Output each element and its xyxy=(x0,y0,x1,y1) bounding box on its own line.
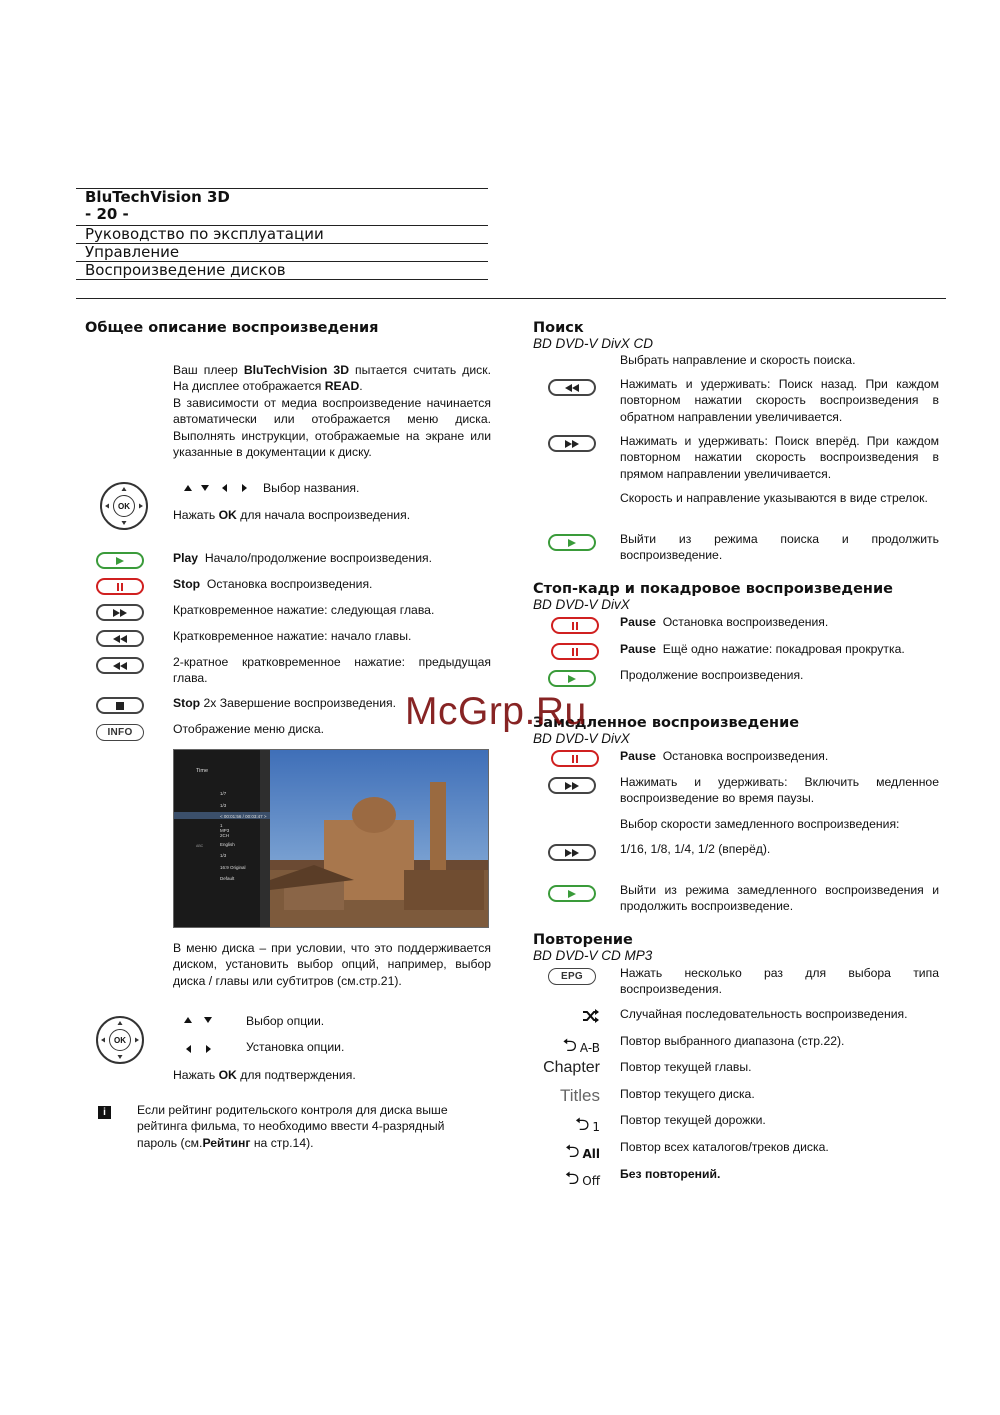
left-right-arrows-icon xyxy=(185,1044,213,1054)
search-fwd-button-icon xyxy=(548,435,596,452)
epg-button-icon: EPG xyxy=(548,968,596,985)
slow-speed-button-icon xyxy=(548,844,596,861)
freeze-pause-button-icon xyxy=(551,617,599,634)
repeat-chapter-icon: Chapter xyxy=(543,1059,600,1076)
slow-speed-text: Выбор скорости замедленного воспроизведения: xyxy=(620,817,900,831)
slow-values-text: 1/16, 1/8, 1/4, 1/2 (вперёд). xyxy=(620,842,771,856)
dpad-arrows-icon xyxy=(102,484,146,528)
left-section-title: Общее описание воспроизведения xyxy=(85,320,379,336)
next-chapter-button-icon xyxy=(96,604,144,621)
search-formats: BD DVD-V DivX CD xyxy=(533,336,654,351)
watermark-text: McGrp.Ru xyxy=(405,690,587,733)
info-row: Отображение меню диска. xyxy=(173,722,325,736)
search-intro: Выбрать направление и скорость поиска. xyxy=(620,353,856,367)
search-fwd-text: Нажимать и удерживать: Поиск вперёд. При каждом повторном нажатии скорость воспроизведения в прямом направлении увеличивается. xyxy=(620,434,939,481)
up-down-arrows-icon xyxy=(183,1016,213,1024)
manual-title: Руководство по эксплуатации xyxy=(76,225,488,243)
repeat-chapter-text: Повтор текущей главы. xyxy=(620,1060,752,1074)
freeze-play-button-icon xyxy=(548,670,596,687)
repeat-all-icon: ⮌ All xyxy=(565,1141,600,1162)
stop-button-icon xyxy=(96,697,144,714)
slow-exit-text: Выйти из режима замедленного воспроизведения и продолжить воспроизведение. xyxy=(620,883,939,914)
repeat-all-text: Повтор всех каталогов/треков диска. xyxy=(620,1140,829,1154)
prev-row: Кратковременное нажатие: начало главы. xyxy=(173,629,412,643)
nav-arrows-icon xyxy=(183,484,253,494)
repeat-one-icon: ⮌ 1 xyxy=(574,1114,600,1135)
stop-row: Stop Остановка воспроизведения. xyxy=(173,577,373,591)
shuffle-icon xyxy=(582,1009,600,1023)
section-title: Управление xyxy=(76,243,488,261)
stop2-row: Stop 2x Завершение воспроизведения. xyxy=(173,696,397,710)
header-divider xyxy=(76,279,488,280)
repeat-off-icon: ⮌ Off xyxy=(564,1168,600,1189)
chapter-title: Воспроизведение дисков xyxy=(76,261,488,279)
confirm-text: Нажать OK для подтверждения. xyxy=(173,1068,356,1082)
info-note-icon: i xyxy=(98,1106,111,1119)
search-arrows-text: Скорость и направление указываются в виде стрелок. xyxy=(620,491,928,505)
repeat-press-text: Нажать несколько раз для выбора типа воспроизведения. xyxy=(620,966,939,997)
freeze-formats: BD DVD-V DivX xyxy=(533,597,630,612)
page-number: - 20 - xyxy=(85,205,129,223)
menu-caption: В меню диска – при условии, что это поддерживается диском, установить выбор опций, например, выбор диска / главы или субтитров (см.стр.21). xyxy=(173,941,491,988)
info-button-icon: INFO xyxy=(96,724,144,741)
freeze-pause2-row: Pause Ещё одно нажатие: покадровая прокрутка. xyxy=(620,642,905,656)
play-row: Play Начало/продолжение воспроизведения. xyxy=(173,551,432,565)
repeat-off-text: Без повторений. xyxy=(620,1167,721,1181)
slow-formats: BD DVD-V DivX xyxy=(533,731,630,746)
slow-pause-button-icon xyxy=(551,750,599,767)
freeze-pause2-button-icon xyxy=(551,643,599,660)
search-back-text: Нажимать и удерживать: Поиск назад. При каждом повторном нажатии скорость воспроизведения в обратном направлении увеличивается. xyxy=(620,377,939,424)
parental-note: Если рейтинг родительского контроля для диска выше рейтинга фильма, то необходимо ввести 4-разрядный пароль (см.Рейтинг на стр.14). xyxy=(137,1103,448,1150)
repeat-ab-text: Повтор выбранного диапазона (стр.22). xyxy=(620,1034,845,1048)
shuffle-text: Случайная последовательность воспроизведения. xyxy=(620,1007,908,1021)
slow-hold-text: Нажимать и удерживать: Включить медленное воспроизведение во время паузы. xyxy=(620,775,939,806)
stop-pause-button-icon xyxy=(96,578,144,595)
prev2-chapter-button-icon xyxy=(96,657,144,674)
freeze-title: Стоп-кадр и покадровое воспроизведение xyxy=(533,581,893,597)
slow-pause-row: Pause Остановка воспроизведения. xyxy=(620,749,829,763)
remote-dpad xyxy=(100,482,148,530)
main-divider xyxy=(76,298,946,299)
next-row: Кратковременное нажатие: следующая глава. xyxy=(173,603,435,617)
brand-title: BluTechVision 3D xyxy=(76,188,488,206)
intro-text: Ваш плеер BluTechVision 3D пытается считать диск. На дисплее отображается READ. В зависимости от медиа воспроизведение начинается автоматически или отображается меню диска. Выполнять инструкции, отображаемые на экране или указанные в документации к диску. xyxy=(173,363,491,460)
slow-play-button-icon xyxy=(548,885,596,902)
ok-start-text: Нажать OK для начала воспроизведения. xyxy=(173,508,411,522)
prev2-row: 2-кратное кратковременное нажатие: предыдущая глава. xyxy=(173,655,491,686)
option-select-text: Выбор опции. xyxy=(246,1014,325,1028)
menu-rows: 1/7 1/3 < 00:01:56 / 00:03:47 > 1 MP3 2CH English 1/3 16:9 Original Default xyxy=(220,791,267,881)
freeze-resume-text: Продолжение воспроизведения. xyxy=(620,668,804,682)
search-play-button-icon xyxy=(548,534,596,551)
play-button-icon xyxy=(96,552,144,569)
freeze-pause-row: Pause Остановка воспроизведения. xyxy=(620,615,829,629)
repeat-titles-text: Повтор текущего диска. xyxy=(620,1087,755,1101)
slow-fwd-button-icon xyxy=(548,777,596,794)
remote-dpad-2 xyxy=(96,1016,144,1064)
menu-time-label: Time xyxy=(196,768,209,774)
slow-title: Замедленное воспроизведение xyxy=(533,715,800,731)
option-set-text: Установка опции. xyxy=(246,1040,345,1054)
ok-button-icon-2: OK xyxy=(109,1029,131,1051)
repeat-one-text: Повтор текущей дорожки. xyxy=(620,1113,766,1127)
ok-button-icon: OK xyxy=(113,495,135,517)
menu-abc-label: ABC xyxy=(196,844,204,848)
search-back-button-icon xyxy=(548,379,596,396)
select-title-text: Выбор названия. xyxy=(263,481,360,495)
search-exit-text: Выйти из режима поиска и продолжить воспроизведение. xyxy=(620,532,939,563)
repeat-formats: BD DVD-V CD MP3 xyxy=(533,948,653,963)
repeat-titles-icon: Titles xyxy=(560,1086,600,1105)
search-title: Поиск xyxy=(533,320,584,336)
repeat-ab-icon: ⮌ A-B xyxy=(562,1035,600,1056)
prev-chapter-button-icon xyxy=(96,630,144,647)
dpad-arrows-icon-2 xyxy=(98,1018,142,1062)
repeat-title: Повторение xyxy=(533,932,633,948)
disc-menu-screenshot xyxy=(173,749,489,928)
